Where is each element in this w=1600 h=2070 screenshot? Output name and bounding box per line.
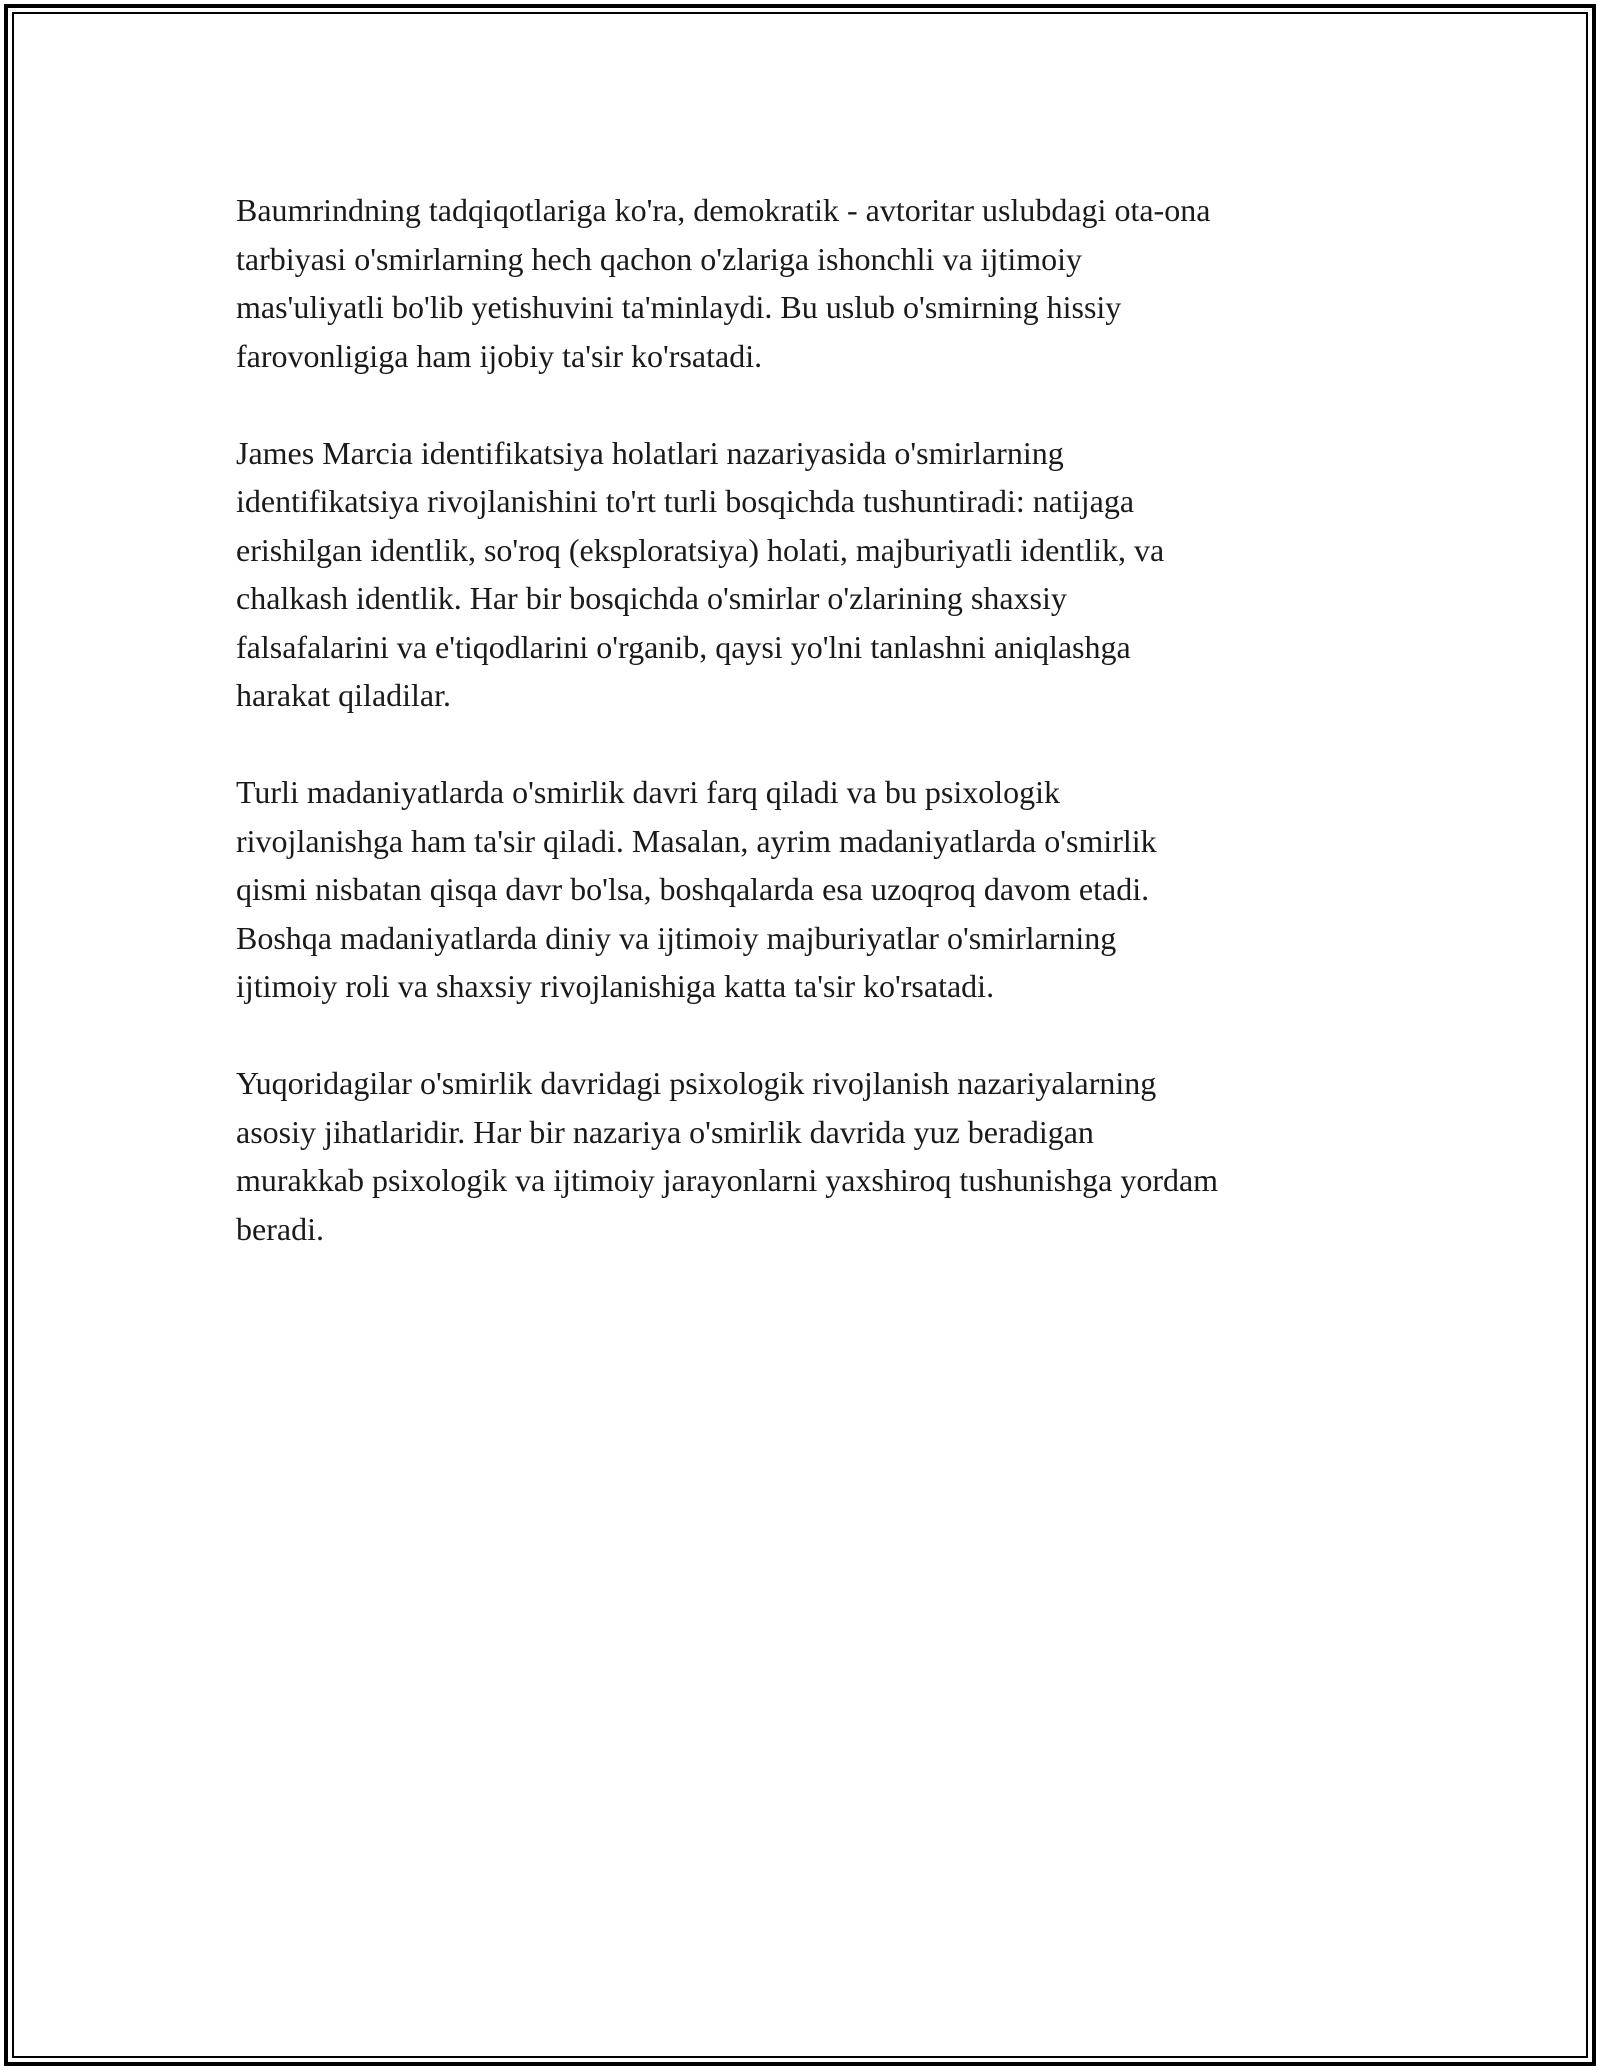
paragraph-1	[236, 186, 1376, 380]
paragraph-line: mas'uliyatli bo'lib yetishuvini ta'minlaydi. Bu uslub o'smirning hissiy	[236, 289, 1122, 325]
paragraph-3	[236, 768, 1376, 1011]
paragraph-line: beradi.	[236, 1210, 324, 1247]
paragraph-line: ijtimoiy roli va shaxsiy rivojlanishiga katta ta'sir ko'rsatadi.	[236, 968, 995, 1004]
paragraph-line: farovonligiga ham ijobiy ta'sir ko'rsatadi.	[236, 337, 763, 374]
paragraph-line: Boshqa madaniyatlarda diniy va ijtimoiy majburiyatlar o'smirlarning	[236, 919, 1117, 956]
paragraph-line: identifikatsiya rivojlanishini to'rt turli bosqichda tushuntiradi: natijaga	[236, 483, 1135, 519]
paragraph-line: Turli madaniyatlarda o'smirlik davri farq qiladi va bu psixologik	[236, 774, 1060, 810]
paragraph-line: erishilgan identlik, so'roq (eksploratsiya) holati, majburiyatli identlik, va	[236, 531, 1165, 568]
document-body	[236, 186, 1376, 1302]
paragraph-line: Baumrindning tadqiqotlariga ko'ra, demokratik - avtoritar uslubdagi ota-ona	[236, 192, 1211, 228]
paragraph-line: chalkash identlik. Har bir bosqichda o'smirlar o'zlarining shaxsiy	[236, 580, 1067, 616]
paragraph-4	[236, 1059, 1376, 1253]
paragraph-line: rivojlanishga ham ta'sir qiladi. Masalan, ayrim madaniyatlarda o'smirlik	[236, 822, 1157, 859]
paragraph-2	[236, 429, 1376, 720]
paragraph-line: James Marcia identifikatsiya holatlari nazariyasida o'smirlarning	[236, 434, 1064, 471]
paragraph-line: qismi nisbatan qisqa davr bo'lsa, boshqalarda esa uzoqroq davom etadi.	[236, 871, 1150, 907]
paragraph-line: falsafalarini va e'tiqodlarini o'rganib, qaysi yo'lni tanlashni aniqlashga	[236, 628, 1131, 665]
paragraph-line: tarbiyasi o'smirlarning hech qachon o'zlariga ishonchli va ijtimoiy	[236, 240, 1082, 277]
paragraph-line: asosiy jihatlaridir. Har bir nazariya o'smirlik davrida yuz beradigan	[236, 1113, 1094, 1150]
paragraph-line: harakat qiladilar.	[236, 677, 452, 713]
paragraph-line: Yuqoridagilar o'smirlik davridagi psixologik rivojlanish nazariyalarning	[236, 1065, 1157, 1101]
paragraph-line: murakkab psixologik va ijtimoiy jarayonlarni yaxshiroq tushunishga yordam	[236, 1162, 1219, 1198]
